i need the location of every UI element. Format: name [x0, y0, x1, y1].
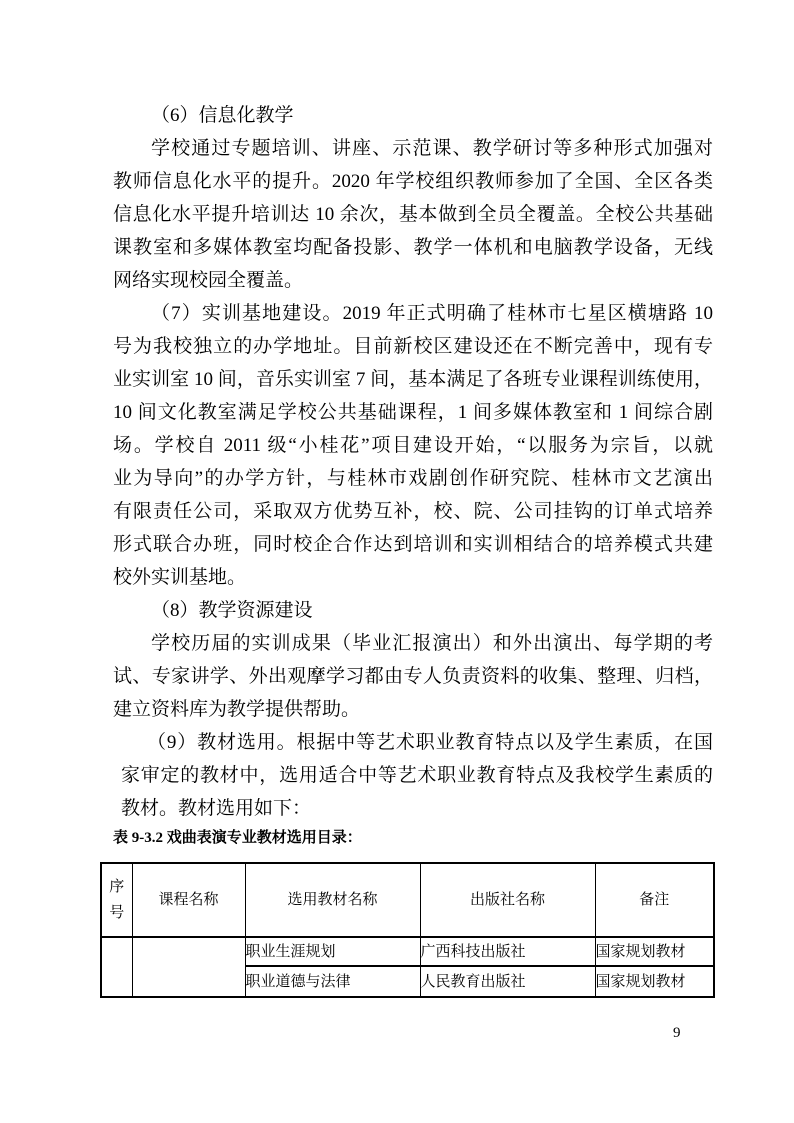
body-line: 学校历届的实训成果（毕业汇报演出）和外出演出、每学期的考 — [151, 633, 713, 654]
body-line: 学校通过专题培训、讲座、示范课、教学研讨等多种形式加强对 — [151, 138, 713, 159]
table-header-row — [101, 863, 714, 937]
page-number: 9 — [673, 1025, 681, 1041]
header-publisher: 出版社名称 — [420, 863, 595, 937]
textbook-selection-table — [100, 862, 715, 998]
cell-note: 国家规划教材 — [595, 937, 714, 966]
table-row — [101, 937, 714, 966]
body-line: 形式联合办班，同时校企合作达到培训和实训相结合的培养模式共建 — [113, 534, 713, 555]
body-line: 校外实训基地。 — [113, 567, 247, 588]
body-line: 场。学校自 2011 级“小桂花”项目建设开始，“以服务为宗旨，以就 — [113, 435, 713, 456]
body-line: 网络实现校园全覆盖。 — [113, 270, 304, 291]
body-line: 建立资料库为教学提供帮助。 — [113, 699, 361, 720]
header-serial: 序号 — [101, 863, 132, 937]
header-course: 课程名称 — [132, 863, 245, 937]
heading-item-8: （8）教学资源建设 — [151, 600, 313, 621]
body-line: 业实训室 10 间，音乐实训室 7 间，基本满足了各班专业课程训练使用， — [113, 369, 713, 390]
body-line: 教师信息化水平的提升。2020 年学校组织教师参加了全国、全区各类 — [113, 171, 713, 192]
table-caption: 表 9-3.2 戏曲表演专业教材选用目录： — [113, 830, 362, 846]
header-textbook: 选用教材名称 — [245, 863, 420, 937]
heading-item-7: （7）实训基地建设。2019 年正式明确了桂林市七星区横塘路 10 — [151, 303, 713, 324]
cell-serial — [101, 937, 132, 997]
body-line: 试、专家讲学、外出观摩学习都由专人负责资料的收集、整理、归档， — [113, 666, 713, 687]
body-line: 业为导向”的办学方针，与桂林市戏剧创作研究院、桂林市文艺演出 — [113, 468, 713, 489]
cell-publisher: 人民教育出版社 — [420, 966, 595, 997]
body-line: 10 间文化教室满足学校公共基础课程，1 间多媒体教室和 1 间综合剧 — [113, 402, 713, 423]
document-body — [113, 99, 713, 825]
cell-textbook: 职业道德与法律 — [245, 966, 420, 997]
heading-item-9: （9）教材选用。根据中等艺术职业教育特点以及学生素质，在国 — [147, 732, 713, 753]
cell-course — [132, 937, 245, 997]
body-line: 有限责任公司，采取双方优势互补，校、院、公司挂钩的订单式培养 — [113, 501, 713, 522]
body-line: 信息化水平提升培训达 10 余次，基本做到全员全覆盖。全校公共基础 — [113, 204, 713, 225]
header-note: 备注 — [595, 863, 714, 937]
cell-textbook: 职业生涯规划 — [245, 937, 420, 966]
body-line: 课教室和多媒体教室均配备投影、教学一体机和电脑教学设备，无线 — [113, 237, 713, 258]
cell-note: 国家规划教材 — [595, 966, 714, 997]
heading-item-6: （6）信息化教学 — [151, 105, 294, 126]
body-line: 教材。教材选用如下： — [121, 798, 312, 819]
body-line: 家审定的教材中，选用适合中等艺术职业教育特点及我校学生素质的 — [121, 765, 713, 786]
body-line: 号为我校独立的办学地址。目前新校区建设还在不断完善中，现有专 — [113, 336, 713, 357]
cell-publisher: 广西科技出版社 — [420, 937, 595, 966]
